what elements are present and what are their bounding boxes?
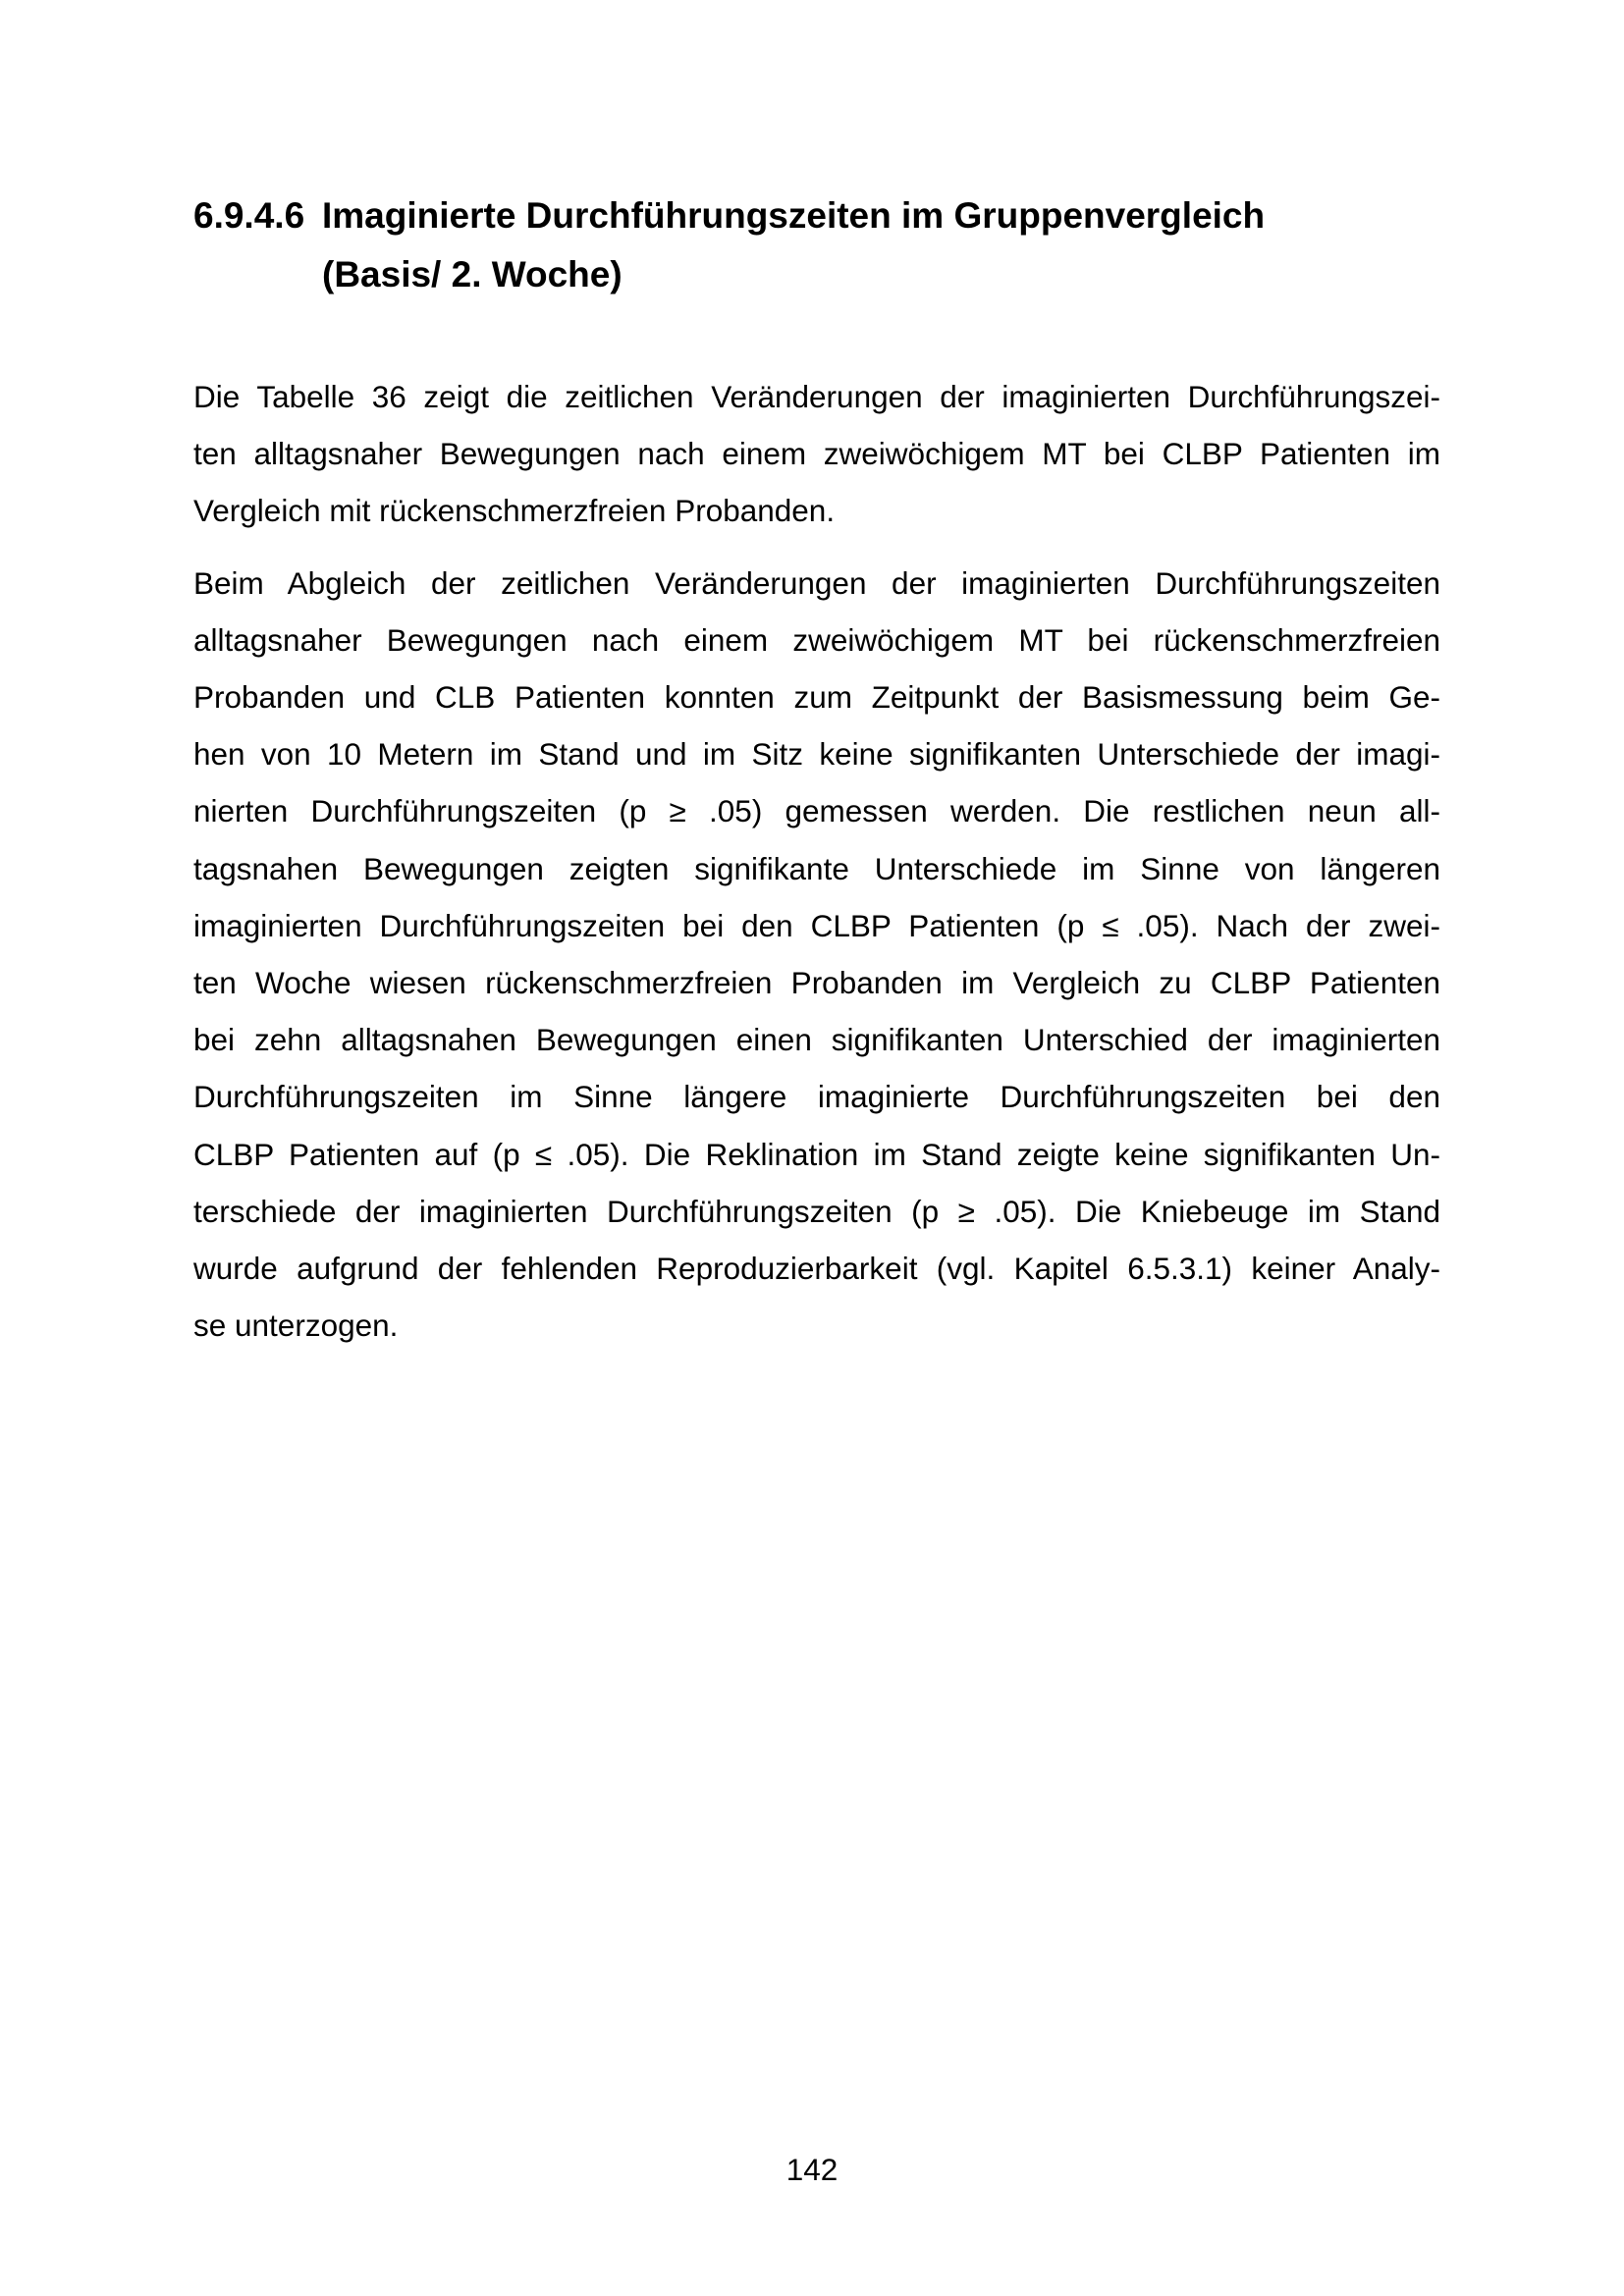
section-number: 6.9.4.6 [193, 195, 305, 236]
paragraph-line: terschiede der imaginierten Durchführungszeiten (p ≥ .05). Die Kniebeuge im Stand [193, 1193, 1440, 1229]
paragraph-line: Probanden und CLB Patienten konnten zum Zeitpunkt der Basismessung beim Ge- [193, 679, 1440, 716]
section-heading [193, 187, 1440, 304]
paragraph-line: alltagsnaher Bewegungen nach einem zweiwöchigem MT bei rückenschmerzfreien [193, 621, 1440, 658]
section-heading-line-1 [193, 187, 1440, 245]
paragraph-line: ten alltagsnaher Bewegungen nach einem zweiwöchigem MT bei CLBP Patienten im [193, 436, 1440, 472]
paragraph-line: Beim Abgleich der zeitlichen Veränderungen der imaginierten Durchführungszeiten [193, 564, 1440, 601]
section-title: Imaginierte Durchführungszeiten im Gruppenvergleich [322, 195, 1266, 236]
paragraph-line: se unterzogen. [193, 1308, 399, 1344]
paragraph-line: Durchführungszeiten im Sinne längere imaginierte Durchführungszeiten bei den [193, 1079, 1440, 1115]
paragraph-line: bei zehn alltagsnahen Bewegungen einen signifikanten Unterschied der imaginierten [193, 1022, 1440, 1058]
paragraph-line: imaginierten Durchführungszeiten bei den CLBP Patienten (p ≤ .05). Nach der zwei- [193, 907, 1440, 943]
paragraph-line: ten Woche wiesen rückenschmerzfreien Probanden im Vergleich zu CLBP Patienten [193, 965, 1440, 1001]
paragraph-line: wurde aufgrund der fehlenden Reproduzierbarkeit (vgl. Kapitel 6.5.3.1) keiner Analy- [193, 1251, 1440, 1287]
paragraph-2 [193, 555, 1440, 1355]
paragraph-1 [193, 368, 1440, 540]
paragraph-line: Vergleich mit rückenschmerzfreien Probanden. [193, 493, 836, 529]
paragraph-line: CLBP Patienten auf (p ≤ .05). Die Reklination im Stand zeigte keine signifikanten Un- [193, 1136, 1440, 1172]
page-number: 142 [785, 2152, 839, 2187]
paragraph-line: hen von 10 Metern im Stand und im Sitz keine signifikanten Unterschiede der imagi- [193, 736, 1440, 773]
paragraph-line: nierten Durchführungszeiten (p ≥ .05) gemessen werden. Die restlichen neun all- [193, 793, 1440, 829]
body-text [193, 368, 1440, 1368]
paragraph-line: tagsnahen Bewegungen zeigten signifikante Unterschiede im Sinne von längeren [193, 850, 1440, 886]
paragraph-line: Die Tabelle 36 zeigt die zeitlichen Veränderungen der imaginierten Durchführungszei- [193, 379, 1440, 414]
section-subtitle: (Basis/ 2. Woche) [322, 254, 623, 294]
